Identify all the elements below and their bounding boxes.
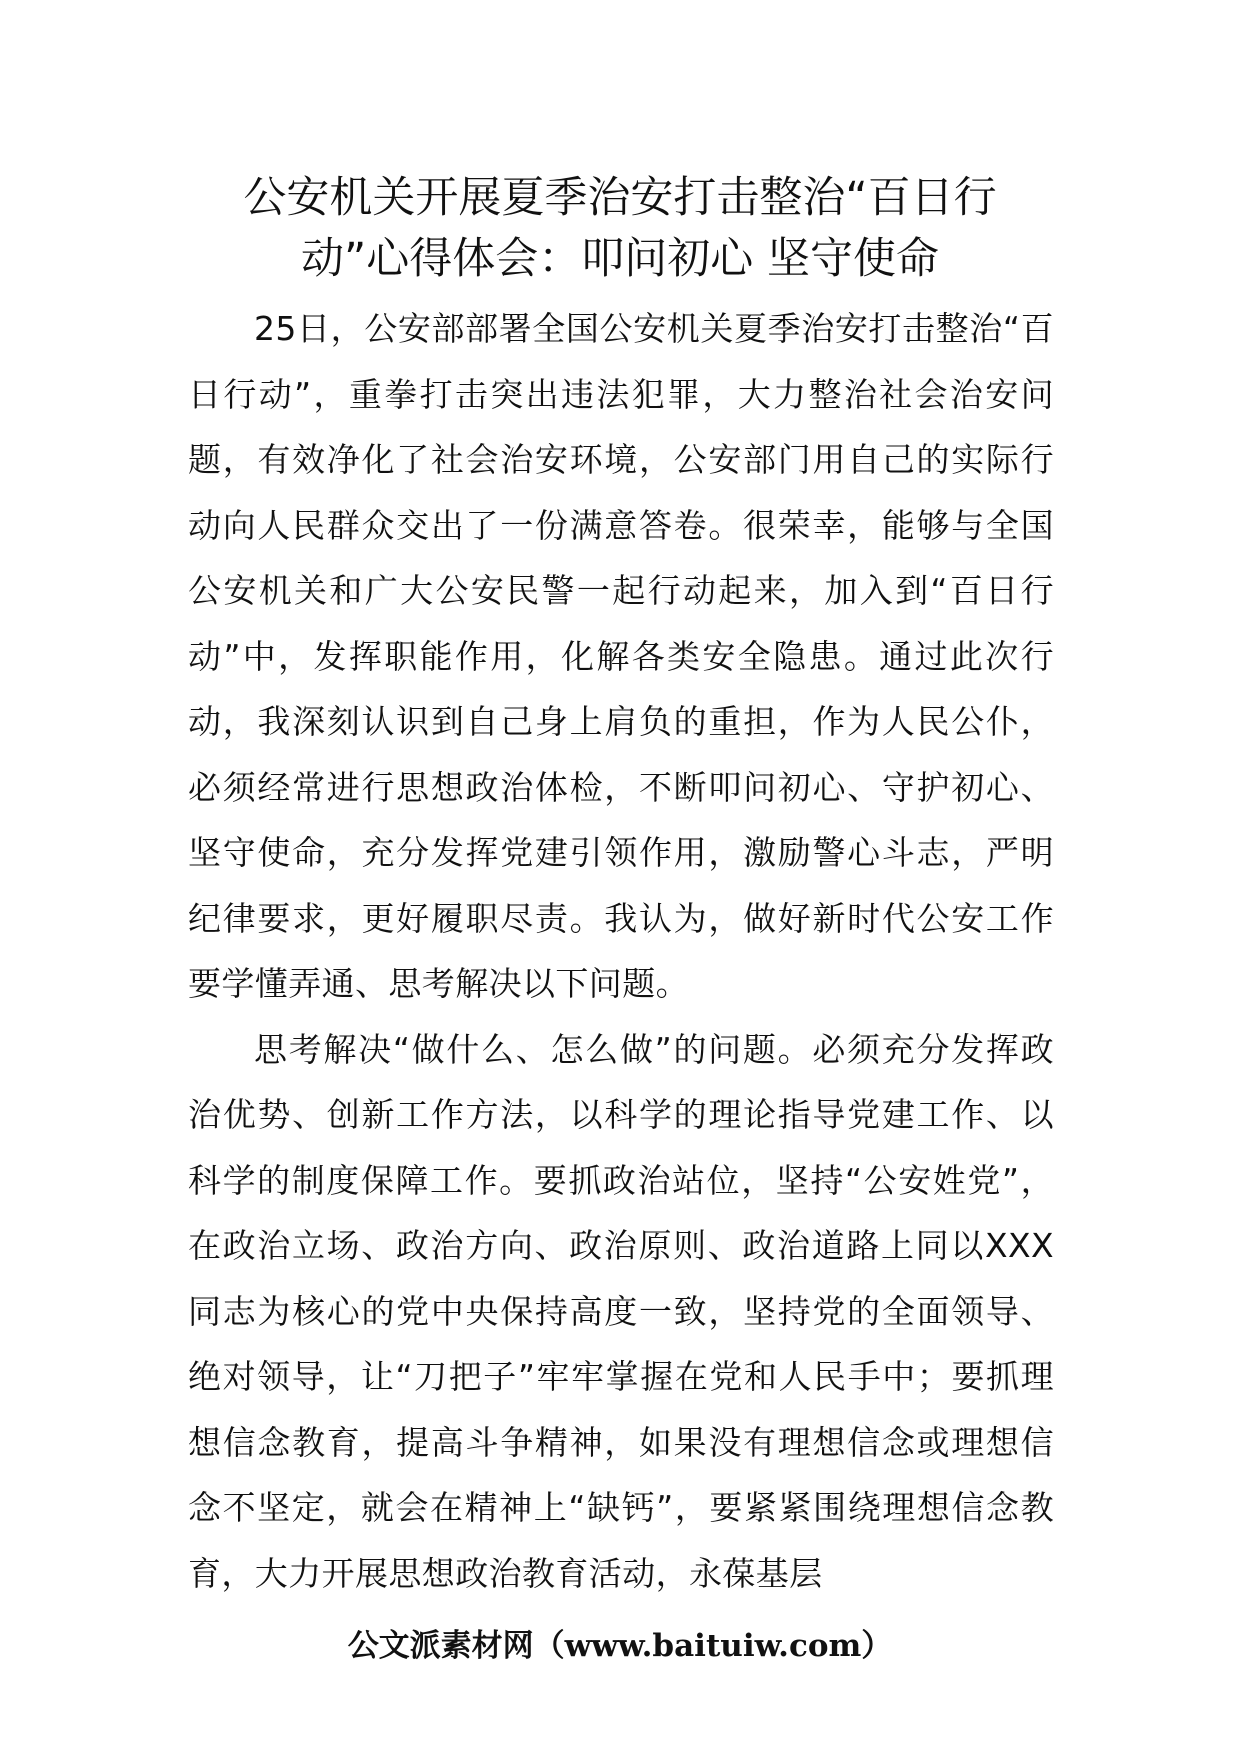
document-body: [188, 296, 1054, 1606]
footer-watermark: 公文派素材网（www.baituiw.com）: [347, 1628, 893, 1664]
title-line-2: 动”心得体会：叩问初心 坚守使命: [301, 234, 939, 284]
title-line-1: 公安机关开展夏季治安打击整治“百日行: [243, 173, 997, 223]
paragraph-1: 25日，公安部部署全国公安机关夏季治安打击整治“百日行动”，重拳打击突出违法犯罪，大力整治社会治安问题，有效净化了社会治安环境，公安部门用自己的实际行动向人民群众交出了一份满意答卷。很荣幸，能够与全国公安机关和广大公安民警一起行动起来，加入到“百日行动”中，发挥职能作用，化解各类安全隐患。通过此次行动，我深刻认识到自己身上肩负的重担，作为人民公仆，必须经常进行思想政治体检，不断叩问初心、守护初心、坚守使命，充分发挥党建引领作用，激励警心斗志，严明纪律要求，更好履职尽责。我认为，做好新时代公安工作要学懂弄通、思考解决以下问题。: [188, 309, 1054, 1003]
document-title: [190, 168, 1050, 290]
paragraph-2: 思考解决“做什么、怎么做”的问题。必须充分发挥政治优势、创新工作方法，以科学的理论指导党建工作、以科学的制度保障工作。要抓政治站位，坚持“公安姓党”，在政治立场、政治方向、政治原则、政治道路上同以XXX同志为核心的党中央保持高度一致，坚持党的全面领导、绝对领导，让“刀把子”牢牢掌握在党和人民手中；要抓理想信念教育，提高斗争精神，如果没有理想信念或理想信念不坚定，就会在精神上“缺钙”，要紧紧围绕理想信念教育，大力开展思想政治教育活动，永葆基层: [188, 1029, 1054, 1593]
